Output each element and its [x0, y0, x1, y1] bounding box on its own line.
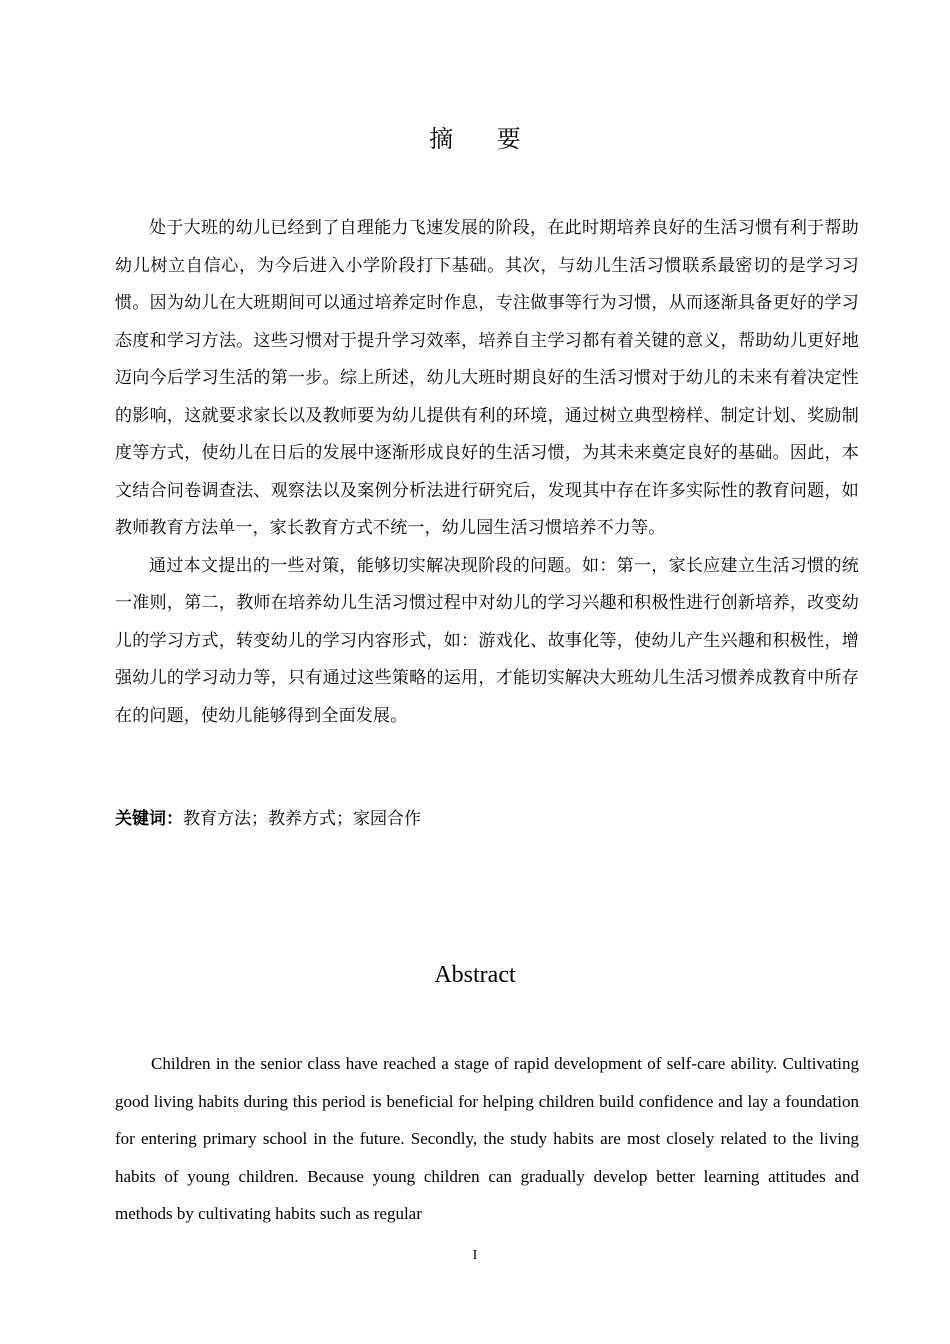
keywords-text: 教育方法；教养方式；家园合作 — [183, 809, 421, 829]
page-number: I — [472, 1248, 478, 1263]
chinese-abstract-paragraph-2: 通过本文提出的一些对策，能够切实解决现阶段的问题。如：第一，家长应建立生活习惯的统一准则，第二，教师在培养幼儿生活习惯过程中对幼儿的学习兴趣和积极性进行创新培养，改变幼儿的学习方式，转变幼儿的学习内容形式，如：游戏化、故事化等，使幼儿产生兴趣和积极性，增强幼儿的学习动力等，只有通过这些策略的运用，才能切实解决大班幼儿生活习惯养成教育中所存在的问题，使幼儿能够得到全面发展。 — [115, 555, 859, 726]
keywords-label: 关键词： — [115, 809, 183, 829]
english-abstract-body — [115, 1045, 859, 1233]
chinese-abstract-title: 摘 要 — [429, 125, 539, 153]
chinese-abstract-body — [115, 210, 859, 735]
chinese-abstract-paragraph-1: 处于大班的幼儿已经到了自理能力飞速发展的阶段，在此时期培养良好的生活习惯有利于帮助幼儿树立自信心，为今后进入小学阶段打下基础。其次，与幼儿生活习惯联系最密切的是学习习惯。因为幼儿在大班期间可以通过培养定时作息，专注做事等行为习惯，从而逐渐具备更好的学习态度和学习方法。这些习惯对于提升学习效率，培养自主学习都有着关键的意义，帮助幼儿更好地迈向今后学习生活的第一步。综上所述，幼儿大班时期良好的生活习惯对于幼儿的未来有着决定性的影响，这就要求家长以及教师要为幼儿提供有利的环境，通过树立典型榜样、制定计划、奖励制度等方式，使幼儿在日后的发展中逐渐形成良好的生活习惯，为其未来奠定良好的基础。因此，本文结合问卷调查法、观察法以及案例分析法进行研究后，发现其中存在许多实际性的教育问题，如教师教育方法单一，家长教育方式不统一，幼儿园生活习惯培养不力等。 — [115, 218, 859, 538]
english-abstract-paragraph-1: Children in the senior class have reached a stage of rapid development of self-care ability. Cultivating good living habits during this period is beneficial for helping children build confidence and lay a foundation for entering primary school in the future. Secondly, the study habits are most closely related to the living habits of young children. Because young children can gradually develop better learning attitudes and methods by cultivating habits such as regular — [115, 1054, 859, 1223]
chinese-keywords — [115, 803, 859, 835]
english-abstract-title: Abstract — [434, 962, 516, 988]
